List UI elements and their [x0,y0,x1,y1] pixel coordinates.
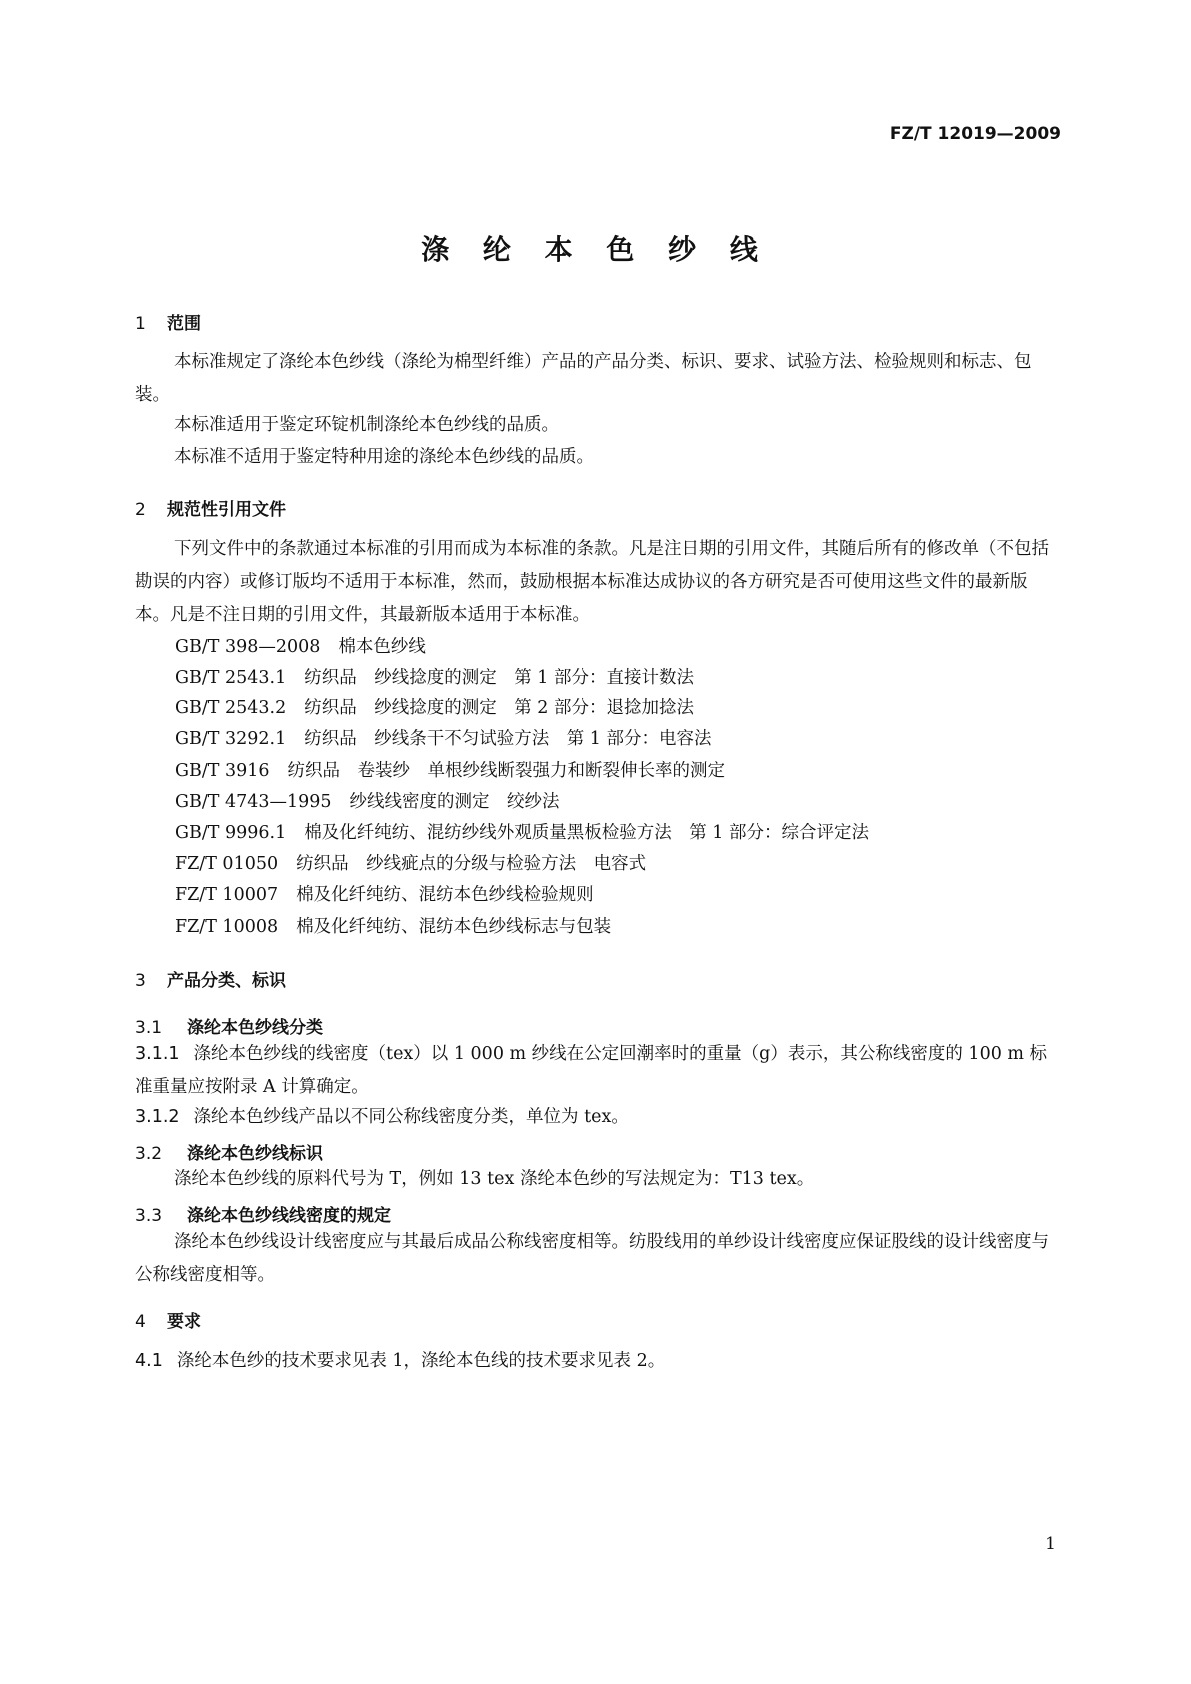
section-title: 要求 [167,1312,201,1332]
reference-title: 棉及化纤纯纺、混纺纱线外观质量黑板检验方法 第 1 部分：综合评定法 [304,823,869,843]
reference-code: FZ/T 10007 [175,885,279,905]
section-2-heading [135,495,286,520]
reference-code: GB/T 2543.1 [175,668,287,688]
reference-title: 纺织品 纱线捻度的测定 第 1 部分：直接计数法 [304,668,694,688]
reference-item [175,881,594,906]
clause-title: 涤纶本色纱线标识 [187,1144,323,1164]
section-2-intro: 下列文件中的条款通过本标准的引用而成为本标准的条款。凡是注日期的引用文件，其随后所有的修改单（不包括勘误的内容）或修订版均不适用于本标准，然而，鼓励根据本标准达成协议的各方研究是否可使用这些文件的最新版本。凡是不注日期的引用文件，其最新版本适用于本标准。 [135,539,1049,625]
document-title: 涤 纶 本 色 纱 线 [421,233,770,266]
section-title: 范围 [167,314,201,334]
clause-number: 3.1.2 [135,1107,180,1127]
reference-title: 棉本色纱线 [338,637,426,657]
reference-code: GB/T 4743—1995 [175,792,332,812]
section-number: 3 [135,971,146,991]
clause-number: 3.3 [135,1206,163,1226]
clause-text: 涤纶本色纱线的线密度（tex）以 1 000 m 纱线在公定回潮率时的重量（g）表示，其公称线密度的 100 m 标准重量应按附录 A 计算确定。 [135,1044,1048,1097]
reference-item [175,633,426,658]
clause-3-1-1 [135,1038,1056,1104]
clause-3-3-heading [135,1201,391,1226]
section-number: 1 [135,314,146,334]
reference-item [175,788,560,813]
clause-4-1 [135,1345,1056,1378]
section-4-heading [135,1307,201,1332]
reference-item [175,694,694,719]
reference-item [175,819,869,844]
section-1-heading [135,309,201,334]
section-number: 4 [135,1312,146,1332]
clause-number: 3.2 [135,1144,163,1164]
section-title: 规范性引用文件 [167,500,286,520]
clause-text: 涤纶本色纱的技术要求见表 1，涤纶本色线的技术要求见表 2。 [176,1351,666,1371]
section-1-paragraph-2: 本标准适用于鉴定环锭机制涤纶本色纱线的品质。 [174,415,559,435]
clause-3-3-text: 涤纶本色纱线设计线密度应与其最后成品公称线密度相等。纺股线用的单纱设计线密度应保证股线的设计线密度与公称线密度相等。 [135,1232,1049,1285]
page-number: 1 [1045,1534,1056,1554]
reference-item [175,913,611,938]
reference-title: 棉及化纤纯纺、混纺本色纱线标志与包装 [296,917,612,937]
reference-code: GB/T 3292.1 [175,729,287,749]
clause-number: 3.1 [135,1018,163,1038]
reference-item [175,850,646,875]
reference-code: GB/T 2543.2 [175,698,287,718]
section-number: 2 [135,500,146,520]
section-1-paragraph-1: 本标准规定了涤纶本色纱线（涤纶为棉型纤维）产品的产品分类、标识、要求、试验方法、检验规则和标志、包装。 [135,352,1032,405]
clause-text: 涤纶本色纱线产品以不同公称线密度分类，单位为 tex。 [193,1107,629,1127]
clause-3-2-text: 涤纶本色纱线的原料代号为 T，例如 13 tex 涤纶本色纱的写法规定为：T13 tex。 [174,1169,815,1189]
reference-title: 纺织品 卷装纱 单根纱线断裂强力和断裂伸长率的测定 [287,761,726,781]
clause-number: 3.1.1 [135,1044,180,1064]
reference-code: FZ/T 10008 [175,917,279,937]
reference-code: GB/T 3916 [175,761,270,781]
reference-title: 纺织品 纱线捻度的测定 第 2 部分：退捻加捻法 [304,698,694,718]
reference-code: FZ/T 01050 [175,854,279,874]
reference-title: 纱线线密度的测定 绞纱法 [349,792,560,812]
clause-number: 4.1 [135,1351,163,1371]
clause-3-1-2 [135,1101,1056,1134]
clause-title: 涤纶本色纱线线密度的规定 [187,1206,391,1226]
reference-code: GB/T 398—2008 [175,637,321,657]
reference-title: 纺织品 纱线条干不匀试验方法 第 1 部分：电容法 [304,729,712,749]
clause-3-2-heading [135,1139,323,1164]
reference-item [175,725,711,750]
clause-title: 涤纶本色纱线分类 [187,1018,323,1038]
reference-title: 纺织品 纱线疵点的分级与检验方法 电容式 [296,854,647,874]
standard-number: FZ/T 12019—2009 [889,124,1061,144]
reference-title: 棉及化纤纯纺、混纺本色纱线检验规则 [296,885,594,905]
clause-3-1-heading [135,1013,323,1038]
reference-item [175,757,725,782]
section-title: 产品分类、标识 [167,971,286,991]
section-3-heading [135,966,286,991]
reference-item [175,664,694,689]
section-1-paragraph-3: 本标准不适用于鉴定特种用途的涤纶本色纱线的品质。 [174,447,594,467]
reference-code: GB/T 9996.1 [175,823,287,843]
